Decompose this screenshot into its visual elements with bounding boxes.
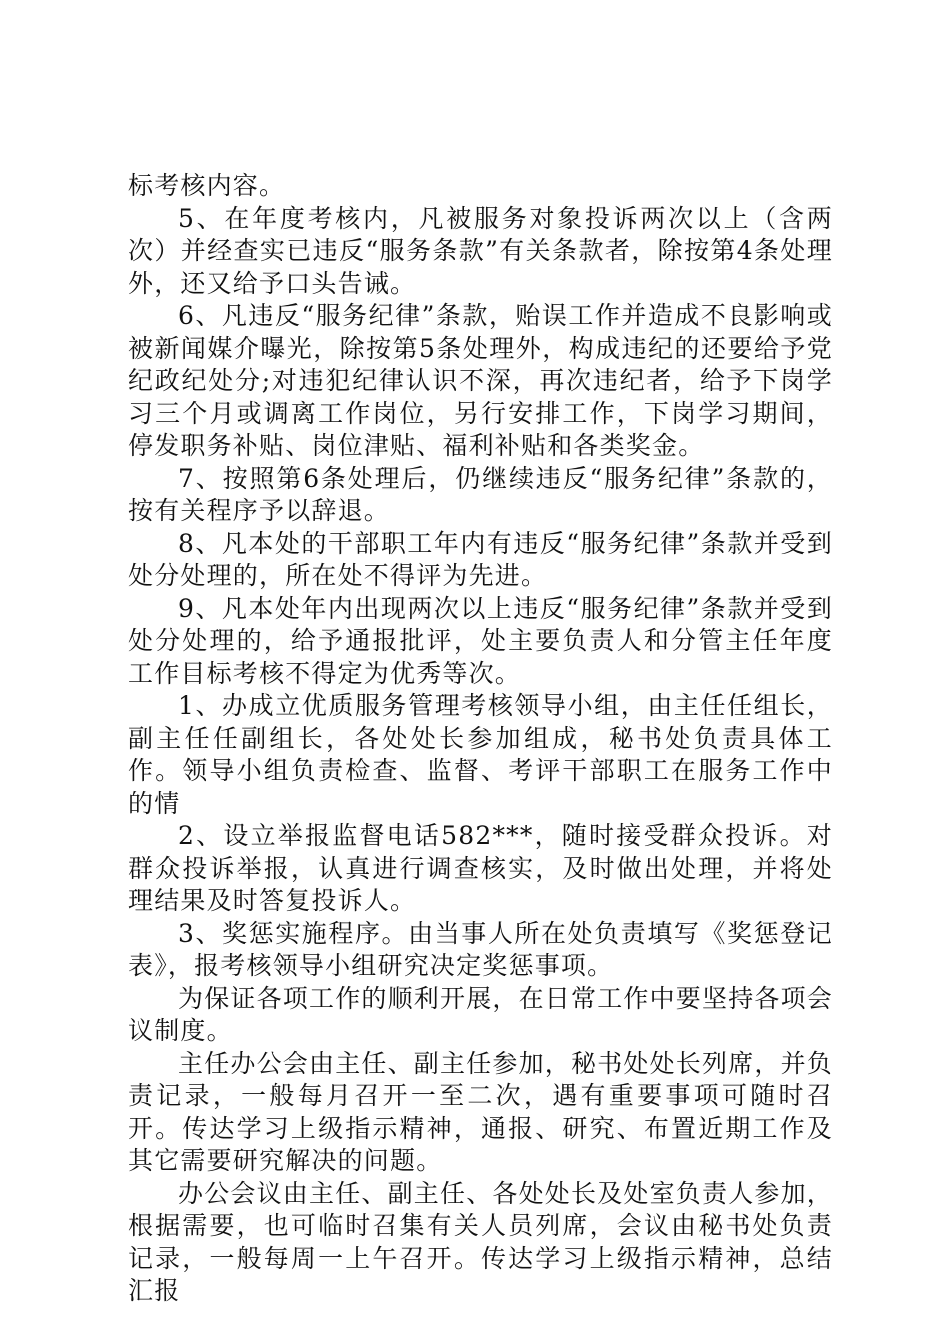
paragraph-item-6: 6、凡违反“服务纪律”条款，贻误工作并造成不良影响或被新闻媒介曝光，除按第5条处理外，构成违纪的还要给予党纪政纪处分;对违犯纪律认识不深，再次违纪者，给予下岗学习三个月或调离工作岗位，另行安排工作，下岗学习期间，停发职务补贴、岗位津贴、福利补贴和各类奖金。	[128, 301, 833, 460]
paragraph-oversight-1: 1、办成立优质服务管理考核领导小组，由主任任组长，副主任任副组长，各处处长参加组成，秘书处负责具体工作。领导小组负责检查、监督、考评干部职工在服务工作中的情	[128, 691, 833, 818]
document-body	[128, 170, 833, 1308]
paragraph-item-9: 9、凡本处年内出现两次以上违反“服务纪律”条款并受到处分处理的，给予通报批评，处主要负责人和分管主任年度工作目标考核不得定为优秀等次。	[128, 593, 833, 688]
paragraph-meeting-intro: 为保证各项工作的顺利开展，在日常工作中要坚持各项会议制度。	[128, 983, 834, 1045]
paragraph-item-7: 7、按照第6条处理后，仍继续违反“服务纪律”条款的，按有关程序予以辞退。	[128, 463, 833, 525]
paragraph-office-meeting: 办公会议由主任、副主任、各处处长及处室负责人参加，根据需要，也可临时召集有关人员列席，会议由秘书处负责记录，一般每周一上午召开。传达学习上级指示精神，总结汇报	[128, 1178, 834, 1305]
paragraph-director-meeting: 主任办公会由主任、副主任参加，秘书处处长列席，并负责记录，一般每月召开一至二次，遇有重要事项可随时召开。传达学习上级指示精神，通报、研究、布置近期工作及其它需要研究解决的问题。	[128, 1048, 834, 1175]
paragraph-oversight-2: 2、设立举报监督电话582***，随时接受群众投诉。对群众投诉举报，认真进行调查核实，及时做出处理，并将处理结果及时答复投诉人。	[128, 821, 833, 915]
paragraph-item-5: 5、在年度考核内，凡被服务对象投诉两次以上（含两次）并经查实已违反“服务条款”有关条款者，除按第4条处理外，还又给予口头告诫。	[128, 203, 833, 298]
paragraph-continuation: 标考核内容。	[128, 171, 286, 200]
paragraph-oversight-3: 3、奖惩实施程序。由当事人所在处负责填写《奖惩登记表》，报考核领导小组研究决定奖惩事项。	[128, 918, 833, 980]
paragraph-item-8: 8、凡本处的干部职工年内有违反“服务纪律”条款并受到处分处理的，所在处不得评为先进。	[128, 528, 833, 590]
